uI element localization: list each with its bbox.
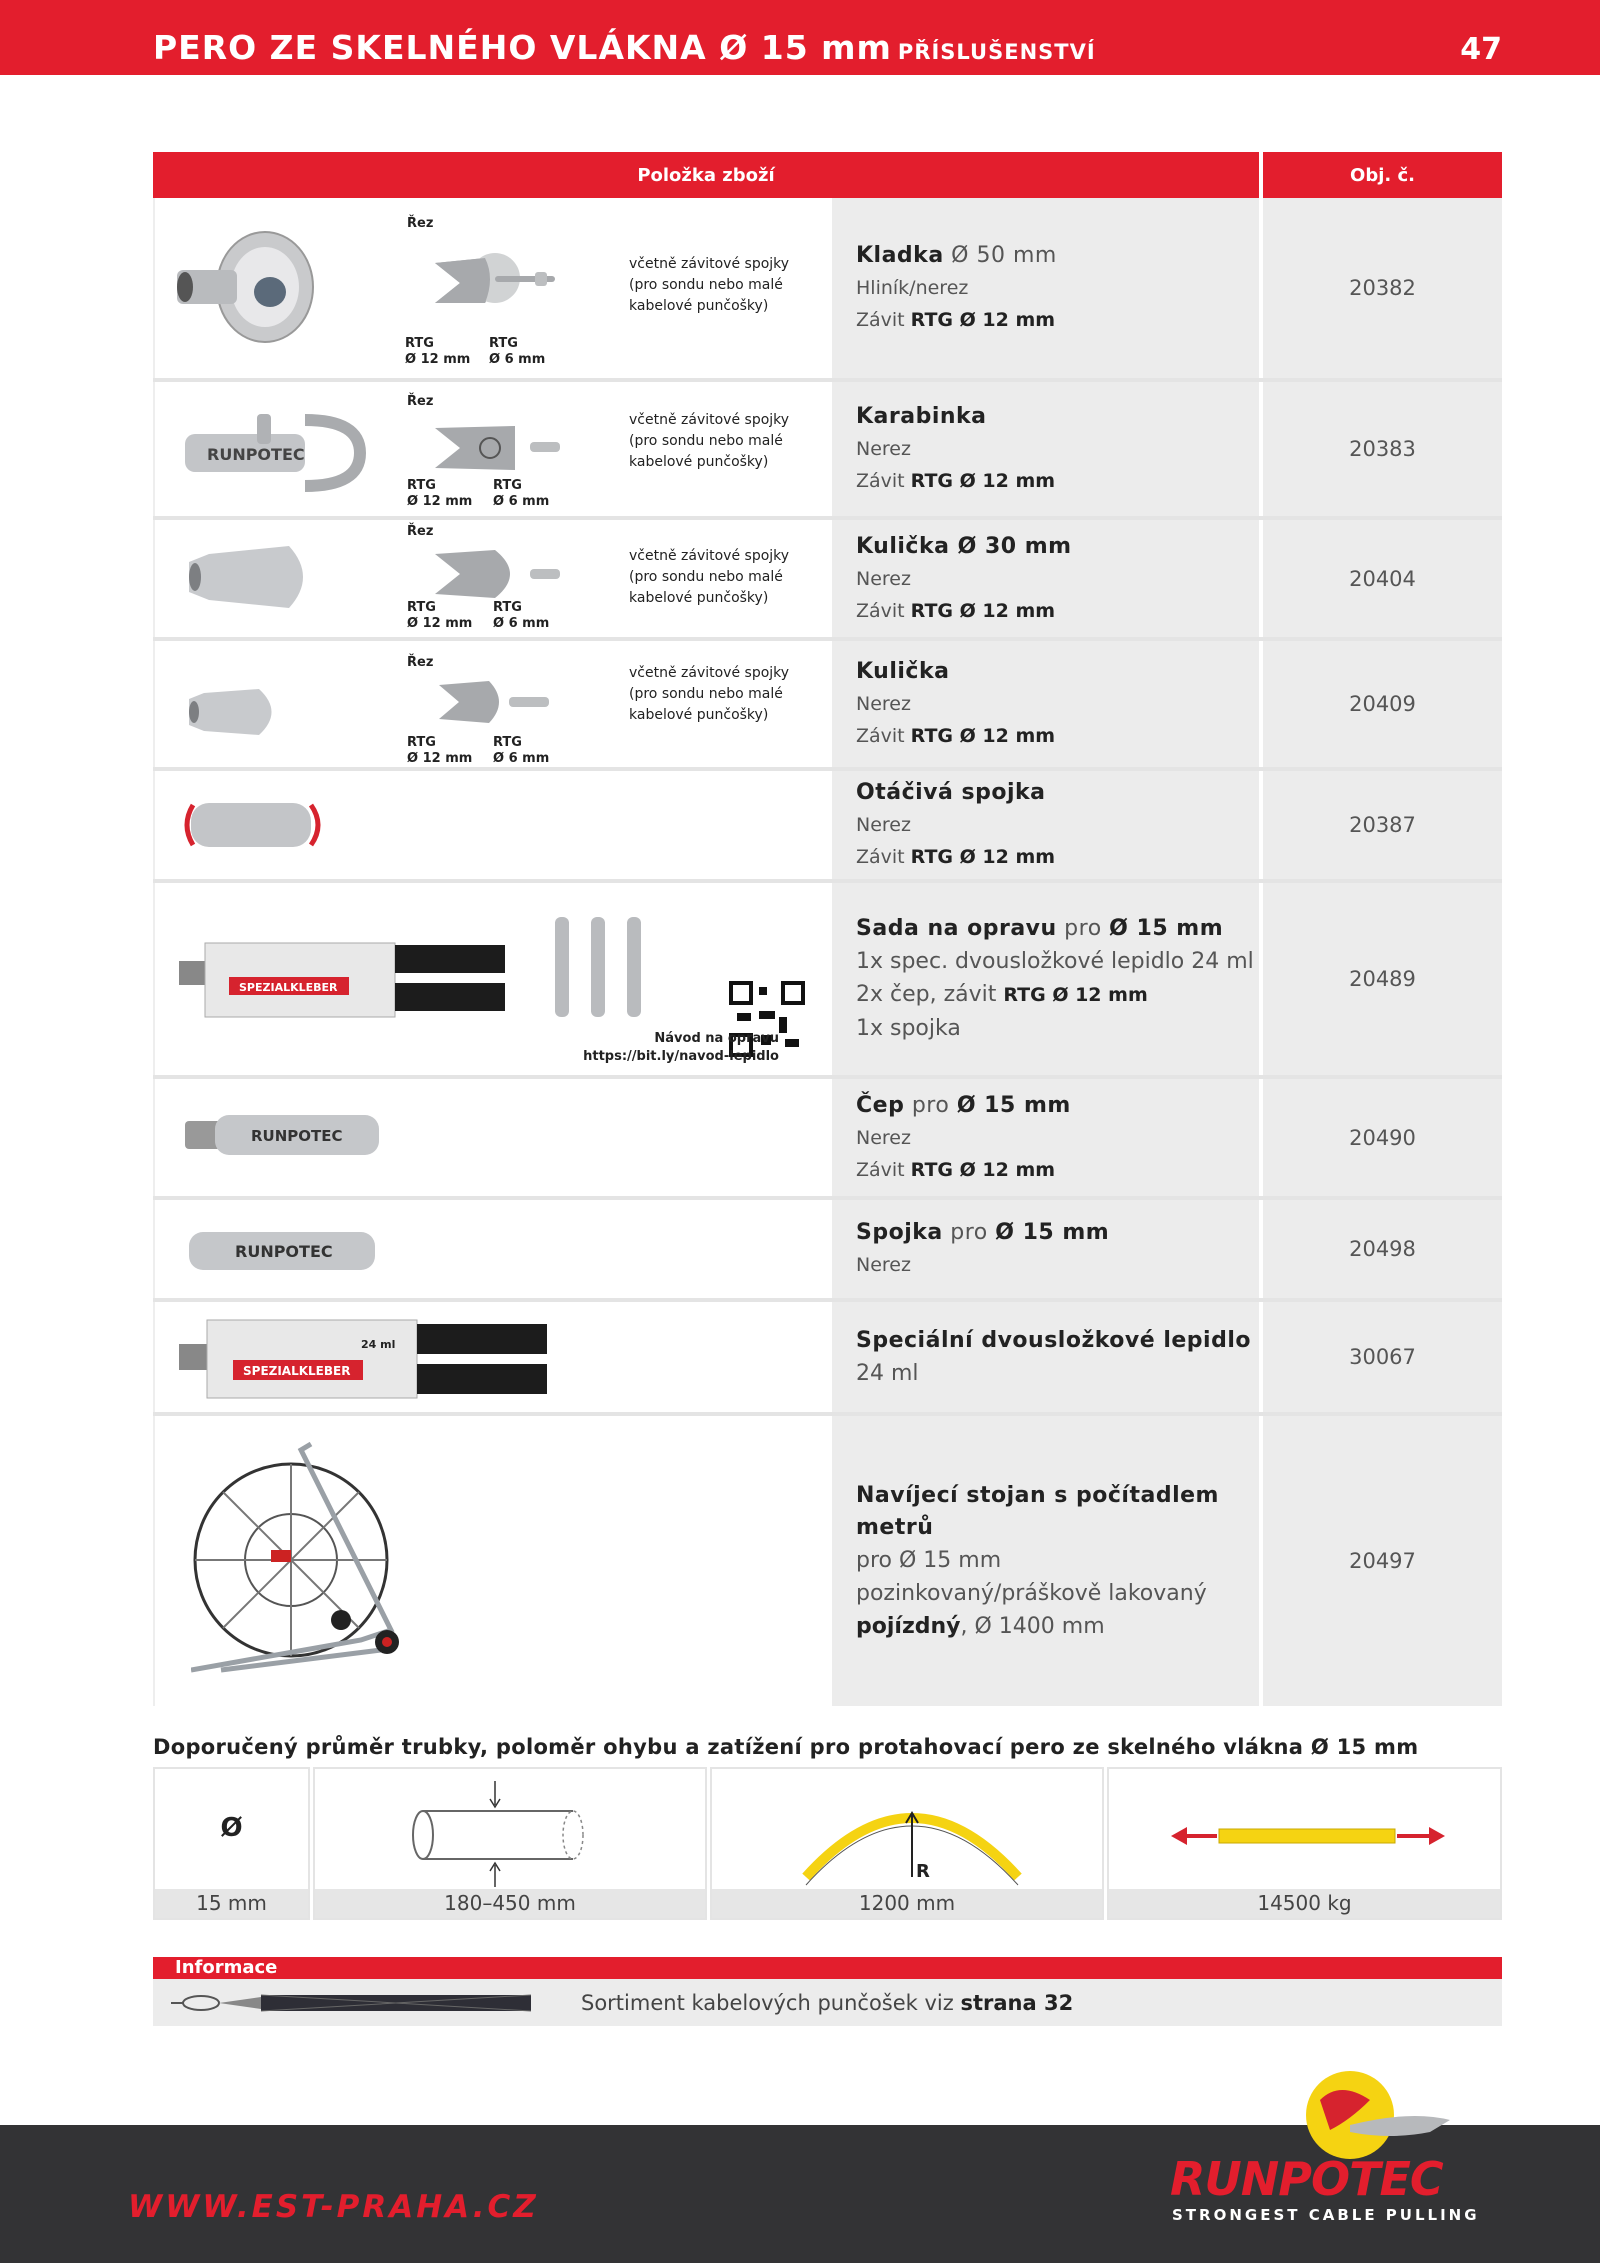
cross-section-drawing: [425, 546, 565, 602]
manual-link[interactable]: https://bit.ly/navod-lepidlo: [583, 1049, 779, 1064]
rtg-label-12: [407, 478, 472, 510]
mobility-bold: pojízdný: [856, 1613, 961, 1639]
radius-symbol: R: [916, 1861, 930, 1882]
includes-note: [629, 546, 789, 609]
rec-cell-radius: [710, 1767, 1104, 1920]
table-row: [153, 1416, 1502, 1706]
name-mid: pro: [942, 1220, 996, 1245]
rec-value-radius: 1200 mm: [712, 1889, 1102, 1918]
rtg-text: RTG: [493, 735, 522, 750]
website-link[interactable]: WWW.EST-PRAHA.CZ: [128, 2189, 539, 2225]
includes-line-3: kabelové punčošky): [629, 298, 769, 314]
bend-radius-icon: [792, 1779, 1032, 1889]
product-material: Nerez: [856, 1254, 911, 1276]
rec-cell-load: [1107, 1767, 1502, 1920]
diameter-symbol: Ø: [220, 1813, 243, 1843]
includes-line-3: kabelové punčošky): [629, 454, 769, 470]
product-image-cell: [153, 198, 832, 378]
product-image-cell: [153, 382, 832, 516]
product-name: Otáčivá spojka: [856, 780, 1046, 805]
table-row: [153, 1079, 1502, 1200]
name-mid: pro: [1056, 916, 1110, 941]
thread-prefix: Závit: [856, 725, 911, 747]
title-subtitle: PŘÍSLUŠENSTVÍ: [897, 40, 1096, 64]
table-row: [153, 198, 1502, 382]
product-name: [856, 240, 1259, 272]
includes-note: [629, 663, 789, 726]
product-table: [153, 152, 1502, 1706]
product-image-cell: [153, 1302, 832, 1412]
pulley-image: [175, 212, 315, 362]
order-code: 20382: [1263, 198, 1502, 378]
includes-note: [629, 410, 789, 473]
rtg-label-12: [407, 600, 472, 632]
manual-label: Návod na opravu: [654, 1031, 779, 1046]
product-mobility: [856, 1610, 1259, 1643]
title-text: PERO ZE SKELNÉHO VLÁKNA Ø 15 mm: [153, 28, 892, 67]
includes-line-2: (pro sondu nebo malé: [629, 569, 783, 585]
product-description: [832, 1416, 1259, 1706]
rtg-text: RTG: [407, 600, 436, 615]
order-code: 20383: [1263, 382, 1502, 516]
thread-prefix: Závit: [856, 846, 911, 868]
product-thread: [856, 841, 1259, 873]
ball-small-image: [189, 687, 289, 737]
table-header: [153, 152, 1502, 198]
product-name: [856, 913, 1259, 945]
diameter-6-text: Ø 6 mm: [493, 494, 550, 509]
cut-label: Řez: [407, 524, 434, 539]
rtg-text: RTG: [405, 336, 434, 351]
col-header-item: Položka zboží: [153, 152, 1259, 198]
product-thread: [856, 465, 1259, 497]
info-text: [581, 1991, 1073, 2015]
brand-text: RUNPOTEC: [251, 1127, 343, 1145]
pins-image: [555, 917, 655, 1027]
brand-text: RUNPOTEC: [207, 445, 305, 464]
kit-item-1: 1x spec. dvousložkové lepidlo 24 ml: [856, 949, 1254, 974]
includes-line-2: (pro sondu nebo malé: [629, 686, 783, 702]
order-code: 20490: [1263, 1079, 1502, 1196]
rtg-text: RTG: [493, 600, 522, 615]
diameter-6-text: Ø 6 mm: [493, 616, 550, 631]
diameter-6-text: Ø 6 mm: [493, 751, 550, 766]
product-description: [832, 1079, 1259, 1196]
col-header-code: Obj. č.: [1263, 152, 1502, 198]
table-row: [153, 771, 1502, 883]
product-material: Nerez: [856, 1126, 911, 1149]
glue-cartridge-image: [179, 1314, 559, 1404]
thread-spec: RTG Ø 12 mm: [910, 725, 1056, 747]
kit-item-2-prefix: 2x čep, závit: [856, 982, 1004, 1007]
reel-stand-image: [191, 1430, 451, 1690]
product-name: Karabinka: [856, 404, 987, 429]
rec-cell-pipe: [313, 1767, 707, 1920]
product-name: Navíjecí stojan s počítadlem metrů: [856, 1482, 1219, 1540]
name-suffix: Ø 50 mm: [943, 243, 1057, 268]
pipe-icon: [405, 1777, 605, 1887]
thread-prefix: Závit: [856, 599, 911, 622]
page-title: [153, 28, 1096, 67]
table-row: [153, 382, 1502, 520]
name-text: Spojka: [856, 1220, 943, 1245]
name-text: Sada na opravu: [856, 916, 1057, 941]
product-description: [832, 1200, 1259, 1298]
page-header: [0, 0, 1600, 75]
product-material: Nerez: [856, 814, 911, 836]
rec-value-load: 14500 kg: [1109, 1889, 1500, 1918]
product-thread: [856, 304, 1259, 336]
product-material: Nerez: [856, 438, 911, 460]
rec-value-pipe: 180–450 mm: [315, 1889, 705, 1918]
rtg-label-12: [405, 336, 470, 368]
product-image-cell: [153, 883, 832, 1075]
includes-line-3: kabelové punčošky): [629, 707, 769, 723]
product-thread: [856, 1154, 1259, 1186]
rtg-text: RTG: [489, 336, 518, 351]
order-code: 20497: [1263, 1416, 1502, 1706]
product-image-cell: [153, 641, 832, 767]
product-description: [832, 883, 1259, 1075]
cut-label: Řez: [407, 394, 434, 409]
runpotec-logo: [1170, 2070, 1510, 2224]
glue-volume-text: 24 ml: [361, 1338, 396, 1351]
product-finish: pozinkovaný/práškově lakovaný: [856, 1580, 1207, 1606]
globe-icon: [1280, 2070, 1460, 2160]
diameter-12-text: Ø 12 mm: [407, 494, 473, 509]
product-image-cell: [153, 1079, 832, 1196]
order-code: 20409: [1263, 641, 1502, 767]
order-code: 20387: [1263, 771, 1502, 879]
includes-line-1: včetně závitové spojky: [629, 665, 790, 681]
cross-section-drawing: [429, 677, 569, 727]
table-row: [153, 1200, 1502, 1302]
cut-label: Řez: [407, 216, 434, 231]
name-end: Ø 15 mm: [956, 1092, 1071, 1118]
rtg-text: RTG: [493, 478, 522, 493]
cross-section-drawing: [425, 418, 565, 478]
product-volume: 24 ml: [856, 1360, 919, 1386]
product-image-cell: [153, 1416, 832, 1706]
product-description: [832, 641, 1259, 767]
product-thread: [856, 595, 1259, 627]
table-row: [153, 520, 1502, 641]
pin-image: [185, 1111, 385, 1161]
thread-spec: RTG Ø 12 mm: [910, 309, 1056, 331]
rtg-label-6: [493, 600, 549, 632]
table-row: [153, 883, 1502, 1079]
product-thread: [856, 720, 1259, 752]
coupling-image: [189, 1228, 389, 1274]
product-description: [832, 198, 1259, 378]
includes-line-1: včetně závitové spojky: [629, 412, 790, 428]
product-description: [832, 520, 1259, 637]
product-name: [856, 1217, 1259, 1249]
thread-prefix: Závit: [856, 309, 911, 331]
includes-line-2: (pro sondu nebo malé: [629, 433, 783, 449]
diameter-12-text: Ø 12 mm: [407, 751, 473, 766]
recommended-title: Doporučený průměr trubky, poloměr ohybu a zatížení pro protahovací pero ze skelného vlákna Ø 15 mm: [153, 1735, 1419, 1759]
includes-line-2: (pro sondu nebo malé: [629, 277, 783, 293]
info-page-link[interactable]: strana 32: [960, 1991, 1074, 2015]
order-code: 20489: [1263, 883, 1502, 1075]
glue-label-text: SPEZIALKLEBER: [239, 981, 338, 994]
product-size: pro Ø 15 mm: [856, 1547, 1002, 1573]
kit-item-2: [856, 978, 1259, 1012]
product-material: Nerez: [856, 567, 911, 590]
rtg-text: RTG: [407, 478, 436, 493]
rtg-label-6: [493, 735, 549, 767]
diameter-12-text: Ø 12 mm: [405, 352, 471, 367]
table-row: [153, 641, 1502, 771]
product-description: [832, 1302, 1259, 1412]
thread-prefix: Závit: [856, 1158, 911, 1181]
includes-line-1: včetně závitové spojky: [629, 256, 790, 272]
info-body: [153, 1979, 1502, 2026]
thread-spec: RTG Ø 12 mm: [910, 846, 1056, 868]
order-code: 20404: [1263, 520, 1502, 637]
includes-note: [629, 254, 789, 317]
kit-item-3: 1x spojka: [856, 1016, 961, 1041]
diameter-12-text: Ø 12 mm: [407, 616, 473, 631]
product-description: [832, 382, 1259, 516]
product-name: Kulička: [856, 659, 950, 684]
kit-item-2-spec: RTG Ø 12 mm: [1003, 984, 1148, 1006]
brand-text: RUNPOTEC: [235, 1242, 333, 1261]
name-end: Ø 15 mm: [995, 1220, 1110, 1245]
carabiner-image: [185, 404, 385, 494]
thread-spec: RTG Ø 12 mm: [910, 470, 1056, 492]
order-code: 30067: [1263, 1302, 1502, 1412]
diameter-6-text: Ø 6 mm: [489, 352, 546, 367]
thread-spec: RTG Ø 12 mm: [910, 1158, 1056, 1181]
glue-cartridge-image: [179, 935, 519, 1025]
name-text: Kladka: [856, 243, 944, 268]
includes-line-1: včetně závitové spojky: [629, 548, 790, 564]
order-code: 20498: [1263, 1200, 1502, 1298]
product-description: [832, 771, 1259, 879]
recommended-table: [153, 1767, 1502, 1920]
product-name: Speciální dvousložkové lepidlo: [856, 1327, 1251, 1353]
cable-sock-icon: [171, 1989, 551, 2017]
rtg-label-6: [489, 336, 545, 368]
logo-tagline: STRONGEST CABLE PULLING: [1172, 2206, 1480, 2224]
name-mid: pro: [904, 1092, 957, 1118]
rtg-label-12: [407, 735, 472, 767]
product-material: Nerez: [856, 693, 911, 715]
product-image-cell: [153, 520, 832, 637]
rec-value-diameter: 15 mm: [155, 1889, 308, 1918]
thread-spec: RTG Ø 12 mm: [910, 599, 1056, 622]
product-image-cell: [153, 1200, 832, 1298]
name-text: Čep: [856, 1092, 905, 1118]
swivel-image: [181, 785, 331, 865]
tensile-load-icon: [1169, 1821, 1449, 1851]
glue-label-text: SPEZIALKLEBER: [243, 1364, 351, 1378]
logo-wordmark: RUNPOTEC: [1170, 2152, 1443, 2206]
includes-line-3: kabelové punčošky): [629, 590, 769, 606]
product-image-cell: [153, 771, 832, 879]
ball-image: [189, 542, 319, 612]
product-name: [856, 1090, 1259, 1122]
rtg-text: RTG: [407, 735, 436, 750]
cross-section-drawing: [425, 248, 565, 318]
info-text-prefix: Sortiment kabelových punčošek viz: [581, 1991, 961, 2015]
info-heading: Informace: [153, 1957, 1502, 1979]
rec-cell-diameter: [153, 1767, 310, 1920]
thread-prefix: Závit: [856, 470, 911, 492]
rtg-label-6: [493, 478, 549, 510]
cut-label: Řez: [407, 655, 434, 670]
page-number: 47: [1460, 32, 1502, 67]
table-row: [153, 1302, 1502, 1416]
mobility-rest: , Ø 1400 mm: [960, 1613, 1105, 1639]
product-material: Hliník/nerez: [856, 277, 969, 299]
name-end: Ø 15 mm: [1109, 916, 1224, 941]
product-name: Kulička Ø 30 mm: [856, 533, 1072, 559]
